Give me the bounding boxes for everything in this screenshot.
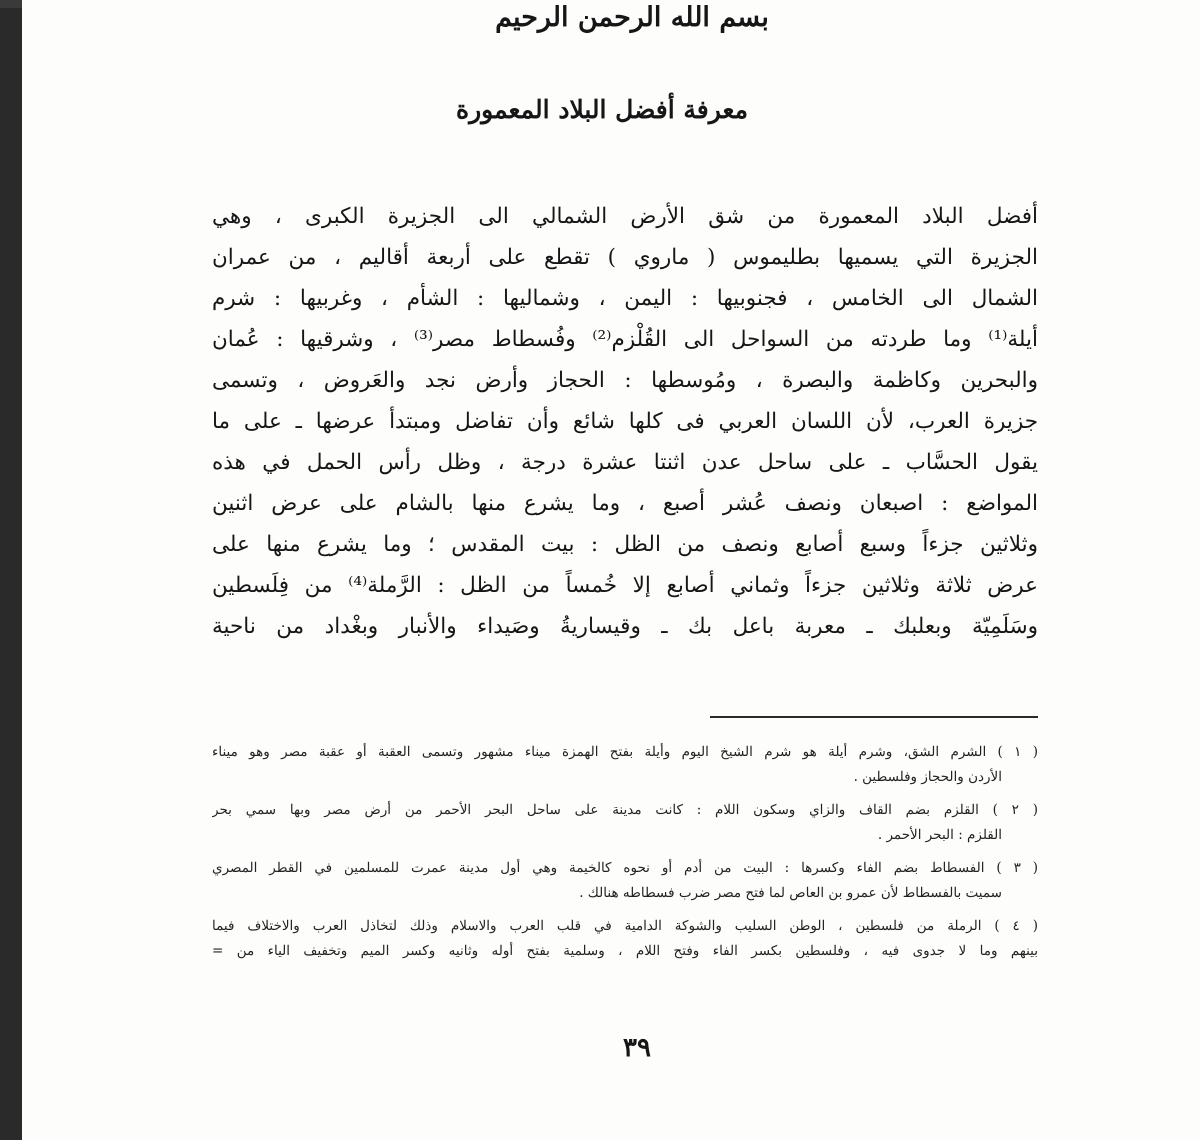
basmala-heading: بسم الله الرحمن الرحيم: [495, 2, 769, 33]
body-line: عرض ثلاثة وثلاثين جزءاً وثماني أصابع إلا خُمساً من الظل : الرَّملة⁽⁴⁾ من فِلَسطين: [212, 573, 1038, 598]
book-page: [22, 0, 1200, 1140]
body-line: وسَلَمِيّة وبعلبك ـ معربة باعل بك ـ وقيساريةُ وصَيداء والأنبار وبغْداد من ناحية: [212, 614, 1038, 639]
page-number: ٣٩: [623, 1033, 651, 1063]
footnote-line: الأردن والحجاز وفلسطين .: [853, 769, 1002, 785]
footnote-line: سميت بالفسطاط لأن عمرو بن العاص لما فتح مصر ضرب فسطاطه هنالك .: [579, 885, 1002, 901]
chapter-title: معرفة أفضل البلاد المعمورة: [456, 95, 748, 124]
footnote-line: ( ٤ ) الرملة من فلسطين ، الوطن السليب والشوكة الدامية في قلب العرب والاسلام وذلك لتخاذل العرب والاختلاف فيما: [212, 918, 1038, 934]
body-line: الجزيرة التي يسميها بطليموس ( ماروي ) تقطع على أربعة أقاليم ، من عمران: [212, 245, 1038, 270]
body-line: المواضع : اصبعان ونصف عُشر أصبع ، وما يشرع منها بالشام على عرض اثنين: [212, 491, 1038, 516]
footnote-line: ( ٣ ) الفسطاط بضم الفاء وكسرها : البيت من أدم أو نحوه كالخيمة وهي أول مدينة عمرت للمسلمين في القطر المصري: [212, 860, 1038, 876]
footnote-line: ( ٢ ) القلزم بضم القاف والزاي وسكون اللام : كانت مدينة على ساحل البحر الأحمر من أرض مصر وبها سمي بحر: [212, 802, 1038, 818]
footnote-line: بينهم وما لا جدوى فيه ، وفلسطين بكسر الفاء وفتح اللام ، وسلمية بفتح أوله وثانيه وكسر الميم وتخفيف الياء من =: [212, 943, 1038, 959]
body-line: وثلاثين جزءاً وسبع أصابع ونصف من الظل : بيت المقدس ؛ وما يشرع منها على: [212, 532, 1038, 557]
footnote-2: [212, 798, 1038, 848]
footnote-1: [212, 740, 1038, 790]
body-line: جزيرة العرب، لأن اللسان العربي فى كلها شائع وأن تفاضل ومبتدأ عرضها ـ على ما: [212, 409, 1038, 434]
body-text: [212, 196, 1038, 647]
footnote-separator: [710, 716, 1038, 718]
footnote-4: [212, 914, 1038, 964]
footnotes: [212, 740, 1038, 972]
body-line: أيلة⁽¹⁾ وما طردته من السواحل الى القُلْزم⁽²⁾ وفُسطاط مصر⁽³⁾ ، وشرقيها : عُمان: [212, 327, 1038, 352]
body-line: الشمال الى الخامس ، فجنوبيها : اليمن ، وشماليها : الشأم ، وغربيها : شرم: [212, 286, 1038, 311]
footnote-line: القلزم : البحر الأحمر .: [877, 827, 1002, 843]
footnote-3: [212, 856, 1038, 906]
body-line: أفضل البلاد المعمورة من شق الأرض الشمالي الى الجزيرة الكبرى ، وهي: [212, 204, 1038, 229]
footnote-line: ( ١ ) الشرم الشق، وشرم أيلة هو شرم الشيخ اليوم وأيلة بفتح الهمزة ميناء مشهور وتسمى العقبة أو عقبة مصر وهو ميناء: [212, 744, 1038, 760]
body-line: والبحرين وكاظمة والبصرة ، ومُوسطها : الحجاز وأرض نجد والعَروض ، وتسمى: [212, 368, 1038, 393]
body-line: يقول الحسَّاب ـ على ساحل عدن اثنتا عشرة درجة ، وظل رأس الحمل في هذه: [212, 450, 1038, 475]
viewer-left-edge: [0, 0, 22, 1140]
